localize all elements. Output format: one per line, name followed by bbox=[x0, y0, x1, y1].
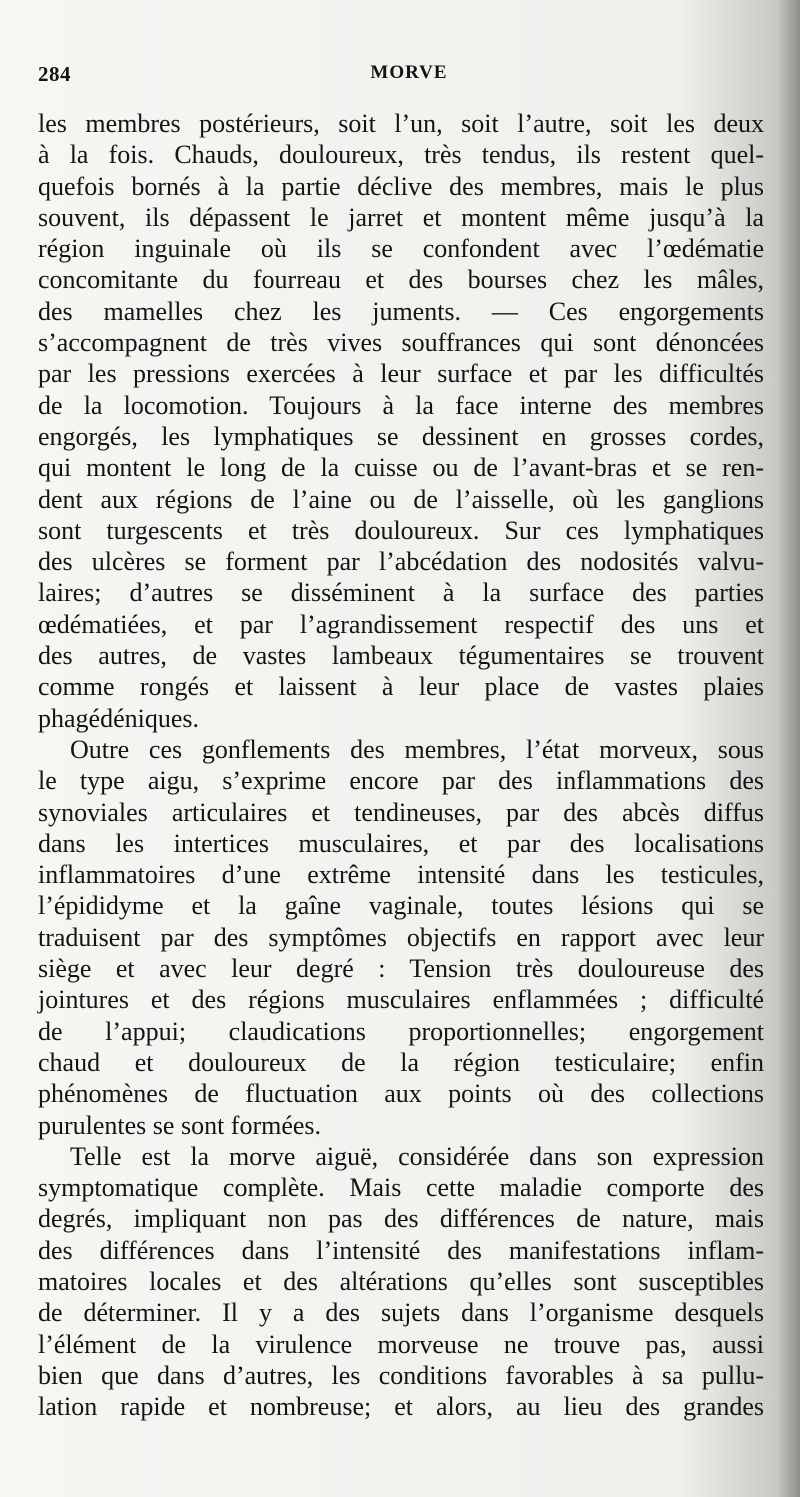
text-line: symptomatique complète. Mais cette maladie comporte des bbox=[38, 1173, 764, 1203]
text-line: des autres, de vastes lambeaux tégumentaires se trouvent bbox=[38, 641, 764, 671]
text-line: par les pressions exercées à leur surface et par les difficultés bbox=[38, 359, 764, 389]
text-line: sont turgescents et très douloureux. Sur ces lymphatiques bbox=[38, 515, 764, 545]
text-line: phénomènes de fluctuation aux points où des collections bbox=[38, 1079, 764, 1109]
text-line: lation rapide et nombreuse; et alors, au lieu des grandes bbox=[38, 1392, 764, 1422]
text-line: s’accompagnent de très vives souffrances qui sont dénoncées bbox=[38, 328, 764, 358]
text-line: engorgés, les lymphatiques se dessinent en grosses cordes, bbox=[38, 421, 764, 451]
text-line: de l’appui; claudications proportionnelles; engorgement bbox=[38, 1016, 764, 1046]
text-line: des ulcères se forment par l’abcédation des nodosités valvu- bbox=[38, 547, 764, 577]
text-line: chaud et douloureux de la région testiculaire; enfin bbox=[38, 1047, 764, 1077]
text-line: concomitante du fourreau et des bourses chez les mâles, bbox=[38, 265, 764, 295]
text-line: des différences dans l’intensité des manifestations inflam- bbox=[38, 1235, 764, 1265]
text-line: l’élément de la virulence morveuse ne trouve pas, aussi bbox=[38, 1329, 764, 1359]
text-line: comme rongés et laissent à leur place de vastes plaies bbox=[38, 672, 764, 702]
text-line: purulentes se sont formées. bbox=[38, 1110, 322, 1140]
text-line: degrés, impliquant non pas des différences de nature, mais bbox=[38, 1204, 764, 1234]
text-line: bien que dans d’autres, les conditions favorables à sa pullu- bbox=[38, 1360, 764, 1390]
text-line: souvent, ils dépassent le jarret et montent même jusqu’à la bbox=[38, 202, 764, 232]
text-line: quefois bornés à la partie déclive des membres, mais le plus bbox=[38, 171, 764, 201]
text-line: qui montent le long de la cuisse ou de l’avant-bras et se ren- bbox=[38, 453, 764, 483]
text-line: de la locomotion. Toujours à la face interne des membres bbox=[38, 390, 764, 420]
text-line: l’épididyme et la gaîne vaginale, toutes lésions qui se bbox=[38, 891, 764, 921]
page-header bbox=[0, 62, 800, 92]
text-line: dent aux régions de l’aine ou de l’aisselle, où les ganglions bbox=[38, 484, 764, 514]
text-line: jointures et des régions musculaires enflammées ; difficulté bbox=[38, 985, 764, 1015]
text-line: de déterminer. Il y a des sujets dans l’organisme desquels bbox=[38, 1298, 764, 1328]
text-line: traduisent par des symptômes objectifs en rapport avec leur bbox=[38, 922, 764, 952]
text-line: région inguinale où ils se confondent avec l’œdématie bbox=[38, 234, 764, 264]
text-line: matoires locales et des altérations qu’elles sont susceptibles bbox=[38, 1266, 764, 1296]
text-line: phagédéniques. bbox=[38, 703, 200, 733]
text-line: œdématiées, et par l’agrandissement respectif des uns et bbox=[38, 609, 764, 639]
running-head: MORVE bbox=[370, 62, 448, 83]
text-line: laires; d’autres se disséminent à la surface des parties bbox=[38, 578, 764, 608]
text-line: inflammatoires d’une extrême intensité dans les testicules, bbox=[38, 860, 764, 890]
page-number: 284 bbox=[38, 62, 71, 86]
text-line: synoviales articulaires et tendineuses, par des abcès diffus bbox=[38, 797, 764, 827]
text-line: Telle est la morve aiguë, considérée dans son expression bbox=[70, 1141, 764, 1171]
text-line: des mamelles chez les juments. — Ces engorgements bbox=[38, 296, 764, 326]
body-text bbox=[38, 108, 764, 1422]
text-line: à la fois. Chauds, douloureux, très tendus, ils restent quel- bbox=[38, 140, 764, 170]
text-line: les membres postérieurs, soit l’un, soit l’autre, soit les deux bbox=[38, 109, 764, 138]
text-line: le type aigu, s’exprime encore par des inflammations des bbox=[38, 766, 764, 796]
text-line: Outre ces gonflements des membres, l’état morveux, sous bbox=[70, 734, 764, 764]
text-line: dans les intertices musculaires, et par des localisations bbox=[38, 828, 764, 858]
text-line: siège et avec leur degré : Tension très douloureuse des bbox=[38, 954, 764, 984]
